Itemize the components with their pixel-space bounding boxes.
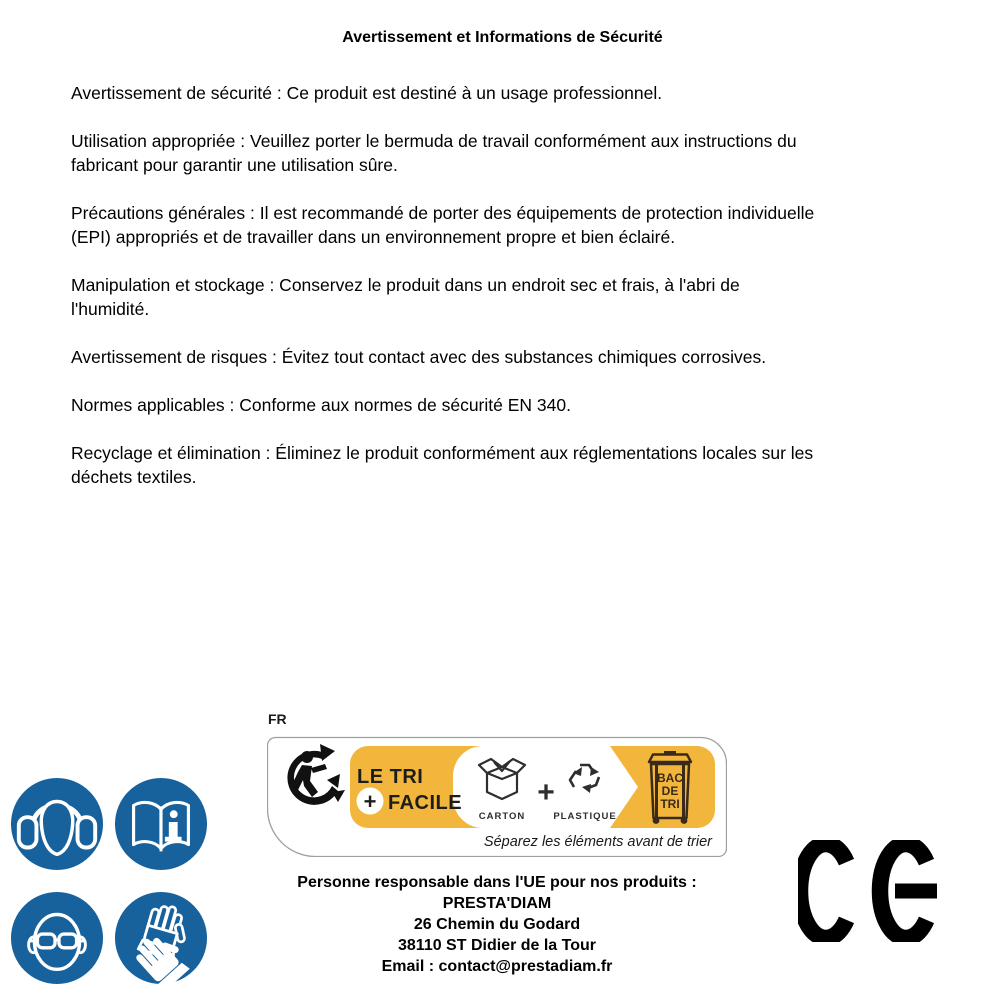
triman-sorting-banner xyxy=(267,735,727,857)
wear-ear-protection-icon xyxy=(10,777,104,871)
responsible-company: PRESTA'DIAM xyxy=(442,895,552,912)
bin-label-line3: TRI xyxy=(660,797,680,811)
carton-label: CARTON xyxy=(478,811,526,822)
paragraph-risk-warning xyxy=(71,345,971,369)
wear-eye-protection-icon xyxy=(10,891,104,985)
read-instruction-manual-icon xyxy=(114,777,208,871)
paragraph-applicable-standards xyxy=(71,393,971,417)
bin-label-line2: DE xyxy=(661,784,679,798)
bin-label-line1: BAC xyxy=(657,771,683,785)
paragraph-general-precautions xyxy=(71,201,971,249)
plus-circle-glyph: + xyxy=(363,789,377,814)
paragraph-line: Manipulation et stockage : Conservez le produit dans un endroit sec et frais, à l'abri de xyxy=(71,275,740,295)
paragraph-line: Recyclage et élimination : Éliminez le produit conformément aux réglementations locales sur les xyxy=(71,443,814,463)
paragraph-recycling-disposal xyxy=(71,441,971,489)
materials-plus-separator: + xyxy=(537,776,555,809)
paragraph-line: Normes applicables : Conforme aux normes de sécurité EN 340. xyxy=(71,395,571,415)
paragraph-line: l'humidité. xyxy=(71,299,150,319)
triman-country-label: FR xyxy=(268,711,287,727)
paragraph-line: Utilisation appropriée : Veuillez porter le bermuda de travail conformément aux instructions du xyxy=(71,131,797,151)
paragraph-proper-use xyxy=(71,129,971,177)
paragraph-line: (EPI) appropriés et de travailler dans un environnement propre et bien éclairé. xyxy=(71,227,676,247)
paragraph-line: Avertissement de sécurité : Ce produit est destiné à un usage professionnel. xyxy=(71,83,663,103)
paragraph-safety-warning xyxy=(71,81,971,105)
paragraph-handling-storage xyxy=(71,273,971,321)
safety-paragraphs xyxy=(71,81,971,513)
responsible-city: 38110 ST Didier de la Tour xyxy=(398,937,596,954)
paragraph-line: déchets textiles. xyxy=(71,467,197,487)
wear-protective-gloves-icon xyxy=(114,891,208,985)
paragraph-line: Avertissement de risques : Évitez tout contact avec des substances chimiques corrosives. xyxy=(71,347,767,367)
paragraph-line: Précautions générales : Il est recommandé de porter des équipements de protection individuelle xyxy=(71,203,815,223)
responsible-block xyxy=(247,872,747,977)
mandatory-icons-grid xyxy=(10,777,208,985)
paragraph-line: fabricant pour garantir une utilisation sûre. xyxy=(71,155,398,175)
responsible-email: Email : contact@prestadiam.fr xyxy=(381,958,613,975)
responsible-street: 26 Chemin du Godard xyxy=(413,916,581,933)
headline-facile: FACILE xyxy=(388,792,463,814)
ce-mark-icon xyxy=(798,840,940,942)
headline-le-tri: LE TRI xyxy=(357,766,424,788)
responsible-intro: Personne responsable dans l'UE pour nos produits : xyxy=(297,874,697,891)
banner-tagline: Séparez les éléments avant de trier xyxy=(483,834,712,850)
page-title: Avertissement et Informations de Sécurité xyxy=(342,29,663,46)
plastique-label: PLASTIQUE xyxy=(553,811,617,822)
